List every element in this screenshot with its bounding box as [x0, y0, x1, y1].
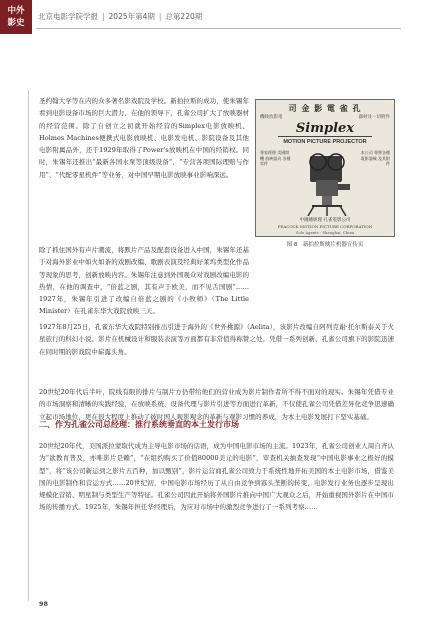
projector-illustration — [296, 150, 356, 216]
ad-footer-company: PEACOCK MOTION PICTURE CORPORATION — [277, 224, 373, 229]
page-header — [0, 0, 427, 34]
badge-line-1: 中外 — [7, 6, 25, 16]
margin-rule — [28, 90, 29, 601]
ad-footer-agents: Sole Agents · Shanghai, China — [295, 230, 355, 235]
simplex-advertisement-figure — [255, 99, 395, 237]
figure-caption: 图 8 新拍拉斯映片机器宣传页 — [286, 242, 364, 248]
page-number: 98 — [39, 600, 49, 608]
ad-chinese-title: 司 金 影 電 雀 孔 — [288, 103, 362, 113]
ad-brand-logo: Simplex — [278, 121, 372, 137]
ad-sub-left: 機映放影電 — [260, 115, 283, 120]
section-badge — [0, 0, 32, 34]
section-heading: 二、作为孔雀公司总经理：推行系统垂直的本土发行市场 — [39, 420, 239, 429]
body-paragraph-5: 20世纪20年代，美国派拉蒙取代成为主导电影市场的话语，成为中国电影市场的主流。1923年，孔雀公司创业人周自齐认为“欲教育普及，亦唯影片是赖”，“在组约购买了价值80000美元的电影”，审查机关抽查发现“中国电影事业之极好的模型”，将“该公司新运到之影片五百种，加以甄别”，影片运营商孔雀公司致力于系统性地开拓美国的本土电影市场，借鉴美国的电影制作和营运方式……20世纪初，中国电影市场经历了从自由竞争到寡头垄断的转变，电影发行业务也逐步呈现出规模化营销、明星制与类型生产等特征。孔雀公司因此开始将外国影片推向中国广大观众之后，开始重视国外影片在中国市场的传播方式。1925年，朱锡年担任华经理后，为应对市场中的激烈竞争进行了一系列考察…… — [39, 442, 394, 512]
total-issue: 总第220期 — [165, 12, 203, 21]
ad-tagline: MOTION PICTURE PROJECTOR — [283, 139, 367, 145]
header-rule — [36, 28, 401, 29]
journal-name: 北京电影学院学报 — [38, 12, 98, 21]
body-paragraph-1: 圣约翰大学等在内的众多著名影戏院及学校。新拍拉斯的成功，使朱锡年看到电影设备市场的巨大潜力，在他的领导下，孔雀公司扩大了放映器材的经营范围。除了自创立之初就开始经营的Simplex电影放映机、Holmes Machines便携式电影放映机、电影发电机、影院设备及其他电影附属品外，还于1929年取得了Power's放映机在中国的经销权。同时，朱锡年还推出“最新各国水泵等顶级设备”、“专营各项国际理赔与作用”、“代配零星机件”等业务，对中国早期电影放映事业影响深远。 — [39, 97, 249, 179]
ad-side-text-right: 本公司 專營各種 電影器械 及其附件 — [360, 150, 390, 166]
ad-chinese-subtitle — [260, 114, 390, 120]
issue-number: 2025年第4期 — [108, 12, 155, 21]
ad-side-text-left: 專家經理 美國開機 放映器具 各種零件 — [260, 150, 291, 166]
ad-footer-chinese: 中國總經理 孔雀電影公司 — [299, 218, 351, 223]
badge-line-2: 影史 — [7, 18, 25, 28]
body-paragraph-2: 除了抓住国外有声片潮流，将默片产品及配套设备进入中国，朱锡年还基于对海外影业中如火如荼的戏剧改编、歌剧表演及经典好莱坞类型化作品等现象的思考，创新放映内容。朱锡年注意到外国观众对戏剧改编电影的热情，在他的调查中，“倍蓝之剧，其有声于欧美，而不见舌国剧”……1927年，朱锡年引进了改编自倍蓝之剧的《小牧师》（The Little Minister）在孔雀东华大戏院放映三天。 — [39, 246, 249, 316]
running-head: 北京电影学院学报 | 2025年第4期 | 总第220期 — [38, 12, 203, 21]
body-paragraph-3: 1927年8月25日，孔雀东华大戏院特别推出引进于海外的《世外桃源》（Aelita），该影片改编自阿列克谢·托尔斯泰关于火星旅行的科幻小说。影片在机械设计和服装表演等方面都有非常值得称赞之处。凭借一系列创新，孔雀公司旗下的影院迅速在同时期的影戏院中崭露头角。 — [39, 323, 394, 356]
ad-sub-right: 器材及一切附件 — [358, 115, 390, 120]
body-paragraph-4: 20世纪20年代后半叶，院线有限的排片与制片方仍带给他们的营业成为影片制作者所不得不面对的现实。朱锡年凭借专业的市场洞察和清晰的实践经验，在放映系统、设备代理与影片引进等方面进行革新，不仅使孔雀公司凭借差异化竞争迅速确立起市场地位，更在很大程度上推动了彼时国人观影观念的革新与观影习惯的养成，为本土电影发展打下坚实基础。 — [39, 388, 394, 421]
